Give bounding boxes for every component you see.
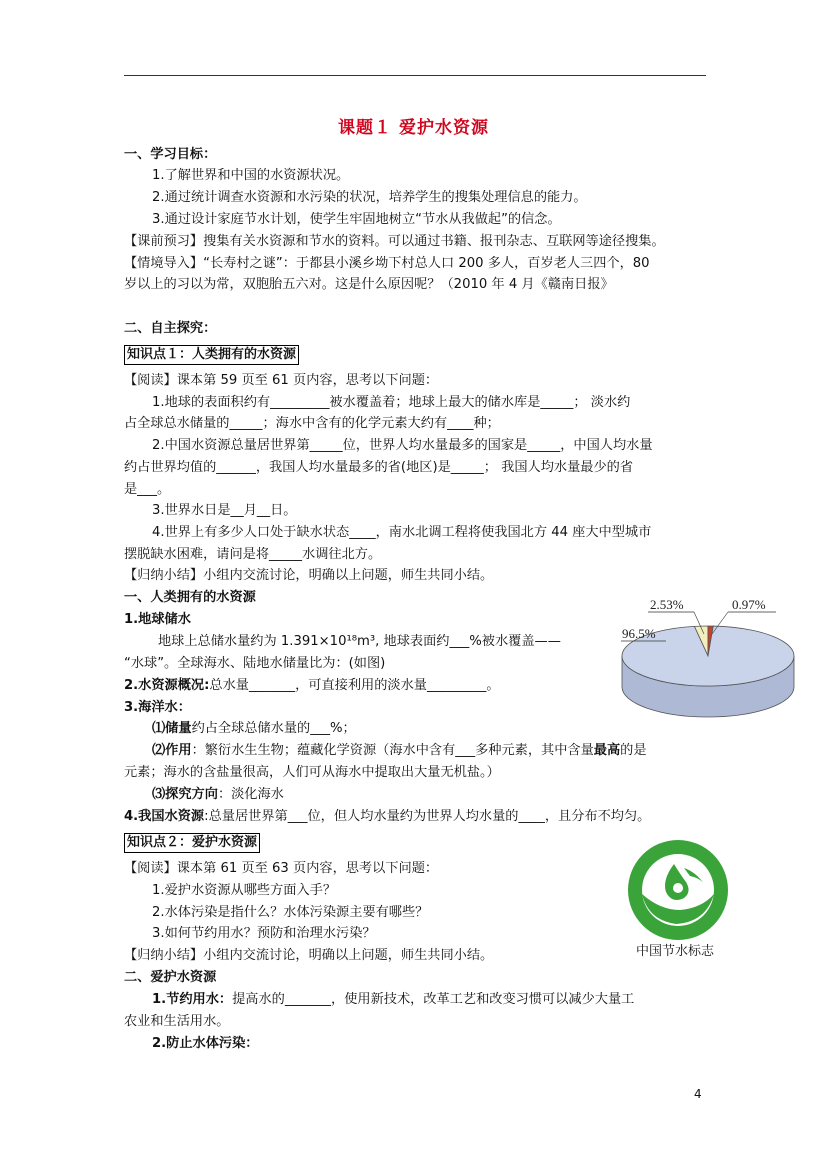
heading-earth-storage: 1.地球储水 <box>124 612 191 627</box>
ocean-function-bold: 最高 <box>593 743 621 758</box>
china-water-label: 4.我国水资源 <box>124 809 205 824</box>
save-water <box>152 991 634 1009</box>
reading-2: 【阅读】课本第 61 页至 63 页内容，思考以下问题： <box>124 861 439 876</box>
reading-1: 【阅读】课本第 59 页至 61 页内容，思考以下问题： <box>124 373 439 388</box>
heading-ocean-water: 3.海洋水： <box>124 700 191 715</box>
question-4a: 4.世界上有多少人口处于缺水状态____，南水北调工程将使我国北方 44 座大中型城市 <box>152 525 652 540</box>
water-situation-label: 2.水资源概况: <box>124 678 210 693</box>
ocean-reserve-text: 约占全球总储水量的___%； <box>191 721 356 736</box>
ocean-function-label: ⑵作用 <box>152 743 192 758</box>
reading-2-q2: 2.水体污染是指什么？水体污染源主要有哪些？ <box>152 905 429 920</box>
ocean-function-line-2: 元素；海水的含盐量很高，人们可从海水中提取出大量无机盐。） <box>124 765 500 780</box>
question-2b: 约占世界均值的______，我国人均水量最多的省(地区)是_____； 我国人均水量最少的省 <box>124 460 634 475</box>
reading-2-q3: 3.如何节约用水？预防和治理水污染？ <box>152 926 376 941</box>
question-3: 3.世界水日是__月__日。 <box>152 503 297 518</box>
heading-water-resources: 一、人类拥有的水资源 <box>124 590 256 605</box>
heading-protect-water: 二、爱护水资源 <box>124 970 217 985</box>
preview-text: 【课前预习】搜集有关水资源和节水的资料。可以通过书籍、报刊杂志、互联网等途径搜集。 <box>124 234 665 249</box>
pie-label-0.97: 0.97% <box>732 597 766 612</box>
question-1a: 1.地球的表面积约有_________被水覆盖着；地球上最大的储水库是_____； 淡水约 <box>152 395 631 410</box>
prevent-pollution-label: 2.防止水体污染： <box>152 1036 259 1051</box>
reading-2-q1: 1.爱护水资源从哪些方面入手？ <box>152 883 337 898</box>
earth-storage-line-1: 地球上总储水量约为 1.391×10¹⁸m³, 地球表面约___%被水覆盖—— <box>158 634 561 649</box>
question-2c: 是___。 <box>124 482 171 497</box>
summary-1: 【归纳小结】小组内交流讨论，明确以上问题，师生共同小结。 <box>124 568 494 583</box>
page-number: 4 <box>694 1087 702 1101</box>
ocean-reserve <box>152 720 356 738</box>
water-distribution-pie-chart <box>620 590 795 722</box>
pie-label-96.5: 96.5% <box>622 626 656 641</box>
summary-2: 【归纳小结】小组内交流讨论，明确以上问题，师生共同小结。 <box>124 948 494 963</box>
section-heading-goals: 一、学习目标： <box>124 147 217 162</box>
ocean-function <box>152 742 647 760</box>
ocean-direction <box>152 786 284 804</box>
goal-1: 1.了解世界和中国的水资源状况。 <box>152 168 350 183</box>
logo-caption: 中国节水标志 <box>636 944 715 959</box>
save-water-line-2: 农业和生活用水。 <box>124 1014 230 1029</box>
ocean-direction-text: ：淡化海水 <box>217 787 284 802</box>
knowledge-point-2-box: 知识点２：爱护水资源 <box>124 833 260 853</box>
ocean-reserve-label: ⑴储量 <box>152 721 192 736</box>
pie-label-2.53: 2.53% <box>650 597 684 612</box>
water-situation-text: 总水量_______，可直接利用的淡水量_________。 <box>209 678 500 693</box>
intro-line-2: 岁以上的习以为常，双胞胎五六对。这是什么原因呢？（2010 年 4 月《赣南日报》 <box>124 277 614 292</box>
knowledge-point-1-box: 知识点１：人类拥有的水资源 <box>124 345 299 365</box>
water-situation <box>124 677 500 695</box>
earth-storage-line-2: “水球”。全球海水、陆地水储量比为：(如图) <box>124 656 386 671</box>
question-1b: 占全球总水储量的_____；海水中含有的化学元素大约有____种； <box>124 416 500 431</box>
goal-2: 2.通过统计调查水资源和水污染的状况，培养学生的搜集处理信息的能力。 <box>152 190 587 205</box>
question-2a: 2.中国水资源总量居世界第_____位，世界人均水量最多的国家是_____，中国人均水量 <box>152 438 653 453</box>
ocean-function-text: ：繁衍水生生物；蕴藏化学资源（海水中含有___多种元素，其中含量 <box>191 743 594 758</box>
china-water-text: :总量居世界第___位，但人均水量约为世界人均水量的____，且分布不均匀。 <box>204 809 651 824</box>
china-water <box>124 808 650 826</box>
header-rule <box>124 75 706 76</box>
question-4b: 摆脱缺水困难，请问是将_____水调往北方。 <box>124 547 382 562</box>
page-title: 课题１ 爱护水资源 <box>338 118 489 138</box>
ocean-function-tail: 的是 <box>620 743 647 758</box>
section-heading-explore: 二、自主探究： <box>124 321 217 336</box>
goal-3: 3.通过设计家庭节水计划，使学生牢固地树立“节水从我做起”的信念。 <box>152 212 561 227</box>
save-water-text: 提高水的_______，使用新技术，改革工艺和改变习惯可以减少大量工 <box>232 992 635 1007</box>
china-water-saving-logo <box>626 838 730 942</box>
intro-line-1: 【情境导入】“长寿村之谜”：于都县小溪乡坳下村总人口 200 多人，百岁老人三四个，80 <box>124 256 650 271</box>
ocean-direction-label: ⑶探究方向 <box>152 787 218 802</box>
save-water-label: 1.节约用水： <box>152 992 233 1007</box>
